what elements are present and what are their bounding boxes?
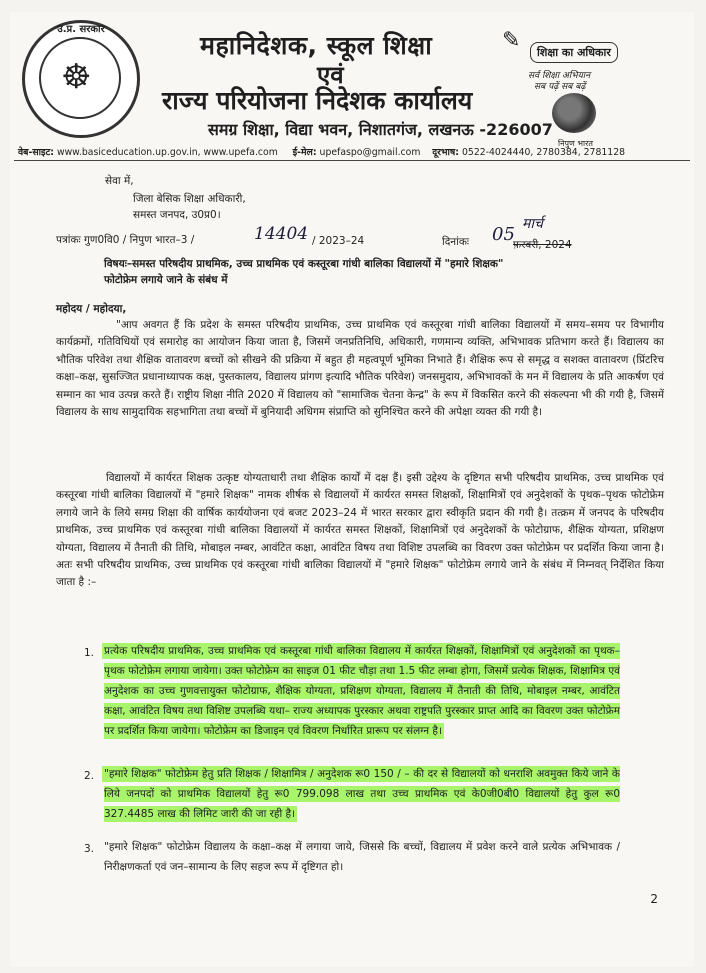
subject-line2: फोटोफ्रेम लगाये जाने के संबंध में	[104, 274, 228, 286]
date-label: दिनांकः	[442, 236, 470, 248]
point-2-highlighted-text: "हमारे शिक्षक" फोटोफ्रेम हेतु प्रति शिक्षक / शिक्षामित्र / अनुदेशक रू0 150 / – की दर से विद्यालयों को धनराशि अवमुक्त किये जाने के लिये जनपदों को प्राथमिक विद्यालयों हेतु रू0 799.098 लाख तथा उच्च प्राथमिक एवं के0जी0बी0 विद्यालयों हेतु कुल रू0 327.4485 लाख की लिमिट जारी की जा रही है।	[104, 768, 620, 820]
reference-year: / 2023–24	[312, 235, 365, 247]
subject-line1: विषयः–समस्त परिषदीय प्राथमिक, उच्च प्राथमिक एवं कस्तूरबा गांधी बालिका विद्यालयों में "हमारे शिक्षक"	[104, 258, 504, 270]
addressee-line1: सेवा में,	[105, 175, 134, 187]
salutation: महोदय / महोदया,	[56, 303, 127, 315]
point-3-number: 3.	[84, 843, 95, 855]
header-title-line2: एवं	[317, 61, 344, 89]
header-divider	[14, 160, 690, 161]
addressee-line2: जिला बेसिक शिक्षा अधिकारी,	[133, 193, 246, 205]
header-address: समग्र शिक्षा, विद्या भवन, निशातगंज, लखनऊ -226007	[208, 120, 553, 139]
nipun-bharat-label: निपुण भारत	[558, 139, 593, 148]
logo-text: उ.प्र. सरकार	[57, 24, 105, 35]
point-3-text: "हमारे शिक्षक" फोटोफ्रेम विद्यालय के कक्षा–कक्ष में लगाया जाये, जिससे कि बच्चों, विद्यालय में प्रवेश करने वाले प्रत्येक अभिभावक / निरीक्षणकर्ता एवं जन–सामान्य के लिए सहज रूप में दृष्टिगत हो।	[104, 841, 620, 873]
ssa-logo-line1: सर्व शिक्षा अभियान	[528, 71, 591, 81]
email-label: ई-मेल:	[292, 147, 317, 158]
email-value: upefaspo@gmail.com	[319, 147, 421, 158]
addressee-line3: समस्त जनपद, उ0प्र0।	[133, 209, 221, 221]
point-1-number: 1.	[84, 647, 95, 659]
phone-label: दूरभाष:	[432, 147, 460, 158]
point-1-highlighted-text: प्रत्येक परिषदीय प्राथमिक, उच्च प्राथमिक एवं कस्तूरबा गांधी बालिका विद्यालय में कार्यरत शिक्षकों, शिक्षामित्रों एवं अनुदेशकों का पृथक–पृथक फोटोफ्रेम लगाया जायेगा। उक्त फोटोफ्रेम का साइज 01 फीट चौड़ा तथा 1.5 फीट लम्बा होगा, जिसमें प्रत्येक शिक्षक, शिक्षामित्र एवं अनुदेशक का उच्च गुणवत्तायुक्त फोटोग्राफ, शैक्षिक योग्यता, प्रशिक्षण योग्यता, विद्यालय में तैनाती की तिथि, मोबाइल नम्बर, आवंटित कक्षा, आवंटित विषय तथा विशिष्ट उपलब्धि यथा– राज्य अध्यापक पुरस्कार अथवा राष्ट्रपति पुरस्कार प्राप्त आदि का विवरण उक्त फोटोफ्रेम पर प्रदर्शित किया जायेगा। फोटोफ्रेम का डिजाइन एवं विवरण निर्धारित प्रारूप पर संलग्न है।	[104, 645, 620, 737]
rte-logo-title: शिक्षा का अधिकार	[530, 42, 618, 63]
emblem-icon: ☸	[61, 57, 92, 97]
body-paragraph-2: विद्यालयों में कार्यरत शिक्षक उत्कृष्ट योग्यताधारी तथा शैक्षिक कार्यों में दक्ष हैं। इसी उद्देश्य के दृष्टिगत सभी परिषदीय प्राथमिक, उच्च प्राथमिक एवं कस्तूरबा गांधी बालिका विद्यालयों में "हमारे शिक्षक" नामक शीर्षक से विद्यालयों में कार्यरत समस्त शिक्षकों, शिक्षामित्रों एवं अनुदेशकों के पृथक–पृथक फोटोफ्रेम लगाये जाने के लिये समग्र शिक्षा की वार्षिक कार्ययोजना एवं बजट 2023–24 में भारत सरकार द्वारा स्वीकृति प्रदान की गयी है। तत्क्रम में जनपद के परिषदीय प्राथमिक, उच्च प्राथमिक एवं कस्तूरबा गांधी बालिका विद्यालयों में कार्यरत समस्त शिक्षकों, शिक्षामित्रों एवं अनुदेशकों के फोटोग्राफ, शैक्षिक योग्यता, प्रशिक्षण योग्यता, विद्यालय में तैनाती की तिथि, मोबाइल नम्बर, आवंटित कक्षा, आवंटित विषय तथा विशिष्ट उपलब्धि का विवरण उक्त फोटोफ्रेम पर प्रदर्शित किया जाना है। अतः सभी परिषदीय प्राथमिक, उच्च प्राथमिक एवं कस्तूरबा गांधी बालिका विद्यालयों में "हमारे शिक्षक" फोटोफ्रेम लगाये जाने के संबंध में निम्नवत् निर्देशित किया जाता है :–	[56, 472, 664, 589]
nipun-bharat-mascot-icon	[552, 93, 596, 133]
website-value: www.basiceducation.up.gov.in, www.upefa.com	[56, 147, 278, 158]
website-label: वेब-साइट:	[18, 147, 54, 158]
date-day-handwritten: 05	[492, 224, 515, 245]
page-number: 2	[650, 892, 658, 906]
date-month-handwritten: मार्च	[522, 216, 543, 232]
header-title-line3: राज्य परियोजना निदेशक कार्यालय	[162, 86, 473, 115]
date-printed: फ़रवरी, 2024	[513, 239, 572, 251]
reference-number-handwritten: 14404	[254, 224, 309, 244]
point-2-number: 2.	[84, 770, 95, 782]
reference-prefix: पत्रांकः गुण0वि0 / निपुण भारत–3 /	[56, 234, 195, 246]
up-government-logo	[22, 20, 140, 138]
point-2-text	[104, 764, 620, 824]
pencil-child-icon: ✎	[502, 28, 521, 53]
contact-line	[18, 145, 688, 158]
body-paragraph-1: "आप अवगत हैं कि प्रदेश के समस्त परिषदीय प्राथमिक, उच्च प्राथमिक एवं कस्तूरबा गांधी बालिका विद्यालयों में समय–समय पर विभागीय कार्यक्रमों, गतिविधियों एवं समारोह का आयोजन किया जाता है, जिसमें जनप्रतिनिधि, अधिकारी, गणमान्य व्यक्ति, अभिभावक प्रतिभाग करते हैं। विद्यालय का भौतिक परिवेश तथा शैक्षिक वातावरण बच्चों को सीखने की प्रक्रिया में बहुत ही महत्वपूर्ण भूमिका निभाते हैं। शैक्षिक रूप से समृद्ध व सशक्त वातावरण (प्रिंटरिच कक्षा–कक्ष, सुसज्जित प्रधानाध्यापक कक्ष, पुस्तकालय, विद्यालय प्रांगण इत्यादि भौतिक परिवेश) जनसमुदाय, अभिभावकों के मन में विद्यालय के प्रति आकर्षण एवं सम्मान का भाव उत्पन्न करते हैं। राष्ट्रीय शिक्षा नीति 2020 में विद्यालय को "सामाजिक चेतना केन्द्र" के रूप में विकसित करने की संकल्पना भी की गयी है, जिसमें विद्यालय के साथ सामुदायिक सहभागिता तथा बच्चों में बुनियादी अधिगम संप्राप्ति को सुनिश्चित करने की अपेक्षा व्यक्त की गयी है।	[56, 319, 664, 419]
phone-value: 0522-4024440, 2780384, 2781128	[461, 147, 626, 158]
header-title-line1: महानिदेशक, स्कूल शिक्षा	[200, 31, 433, 60]
ssa-logo-line2: सब पढ़ें सब बढ़ें	[534, 82, 586, 92]
point-1-text	[104, 641, 620, 741]
